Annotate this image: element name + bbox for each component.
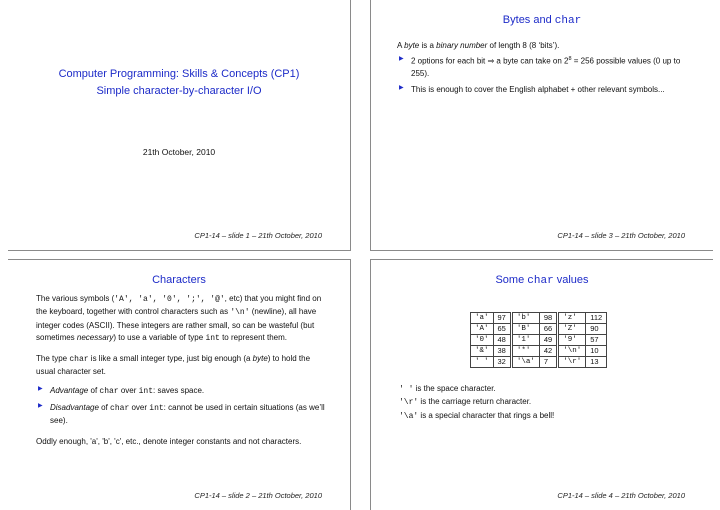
bullet-text: 2 options for each bit ⇒ a byte can take on 2: [411, 57, 569, 67]
slide-2: [8, 259, 351, 510]
para-text: is like a small integer type, just big enough (a: [88, 353, 253, 363]
para-text: ) to use a variable of type: [113, 333, 206, 343]
para-text: The type: [36, 353, 70, 363]
table-row: [471, 346, 607, 357]
para-emphasis: necessary: [76, 333, 114, 343]
slide-3-title: [371, 14, 713, 27]
note-item: [399, 410, 554, 423]
slide-2-paragraph-1: [36, 293, 328, 346]
bullet-code: char: [99, 387, 119, 397]
slide-3-bullets: [397, 55, 691, 96]
char-code-cell: 13: [586, 357, 607, 368]
bullet-text: over: [129, 402, 150, 412]
para-emphasis: byte: [252, 353, 268, 363]
slide-3-footer: CP1-14 – slide 3 – 21th October, 2010: [557, 231, 685, 240]
char-literal-cell: ' ': [471, 357, 494, 368]
char-code-cell: 7: [539, 357, 557, 368]
char-literal-cell: '\r': [558, 357, 586, 368]
slide-3-body: [397, 40, 691, 99]
char-code-cell: 65: [493, 324, 511, 335]
slide-4-title: [371, 274, 713, 287]
char-code-cell: 48: [493, 335, 511, 346]
slide-1: [8, 0, 351, 251]
char-code-cell: 49: [539, 335, 557, 346]
para-code: 'A', 'a', '0', ';', '@': [114, 295, 225, 304]
slide-3-title-text: Bytes and: [502, 14, 555, 26]
slide-3-title-code: char: [554, 15, 582, 27]
slide-3-intro: [397, 40, 691, 52]
bullet-text: = 256 possible values (0 up to 255).: [411, 57, 681, 79]
char-literal-cell: '\n': [558, 346, 586, 357]
char-code-cell: 98: [539, 313, 557, 324]
bullet-text: : saves space.: [153, 386, 205, 396]
note-item: [399, 396, 554, 409]
bullet-code: int: [138, 387, 154, 397]
intro-binary: binary number: [436, 41, 488, 50]
para-text: , etc) that you might find on the keyboard, together with control characters such as: [36, 294, 322, 317]
slide-2-bullets: [36, 385, 328, 427]
char-code-cell: 57: [586, 335, 607, 346]
para-text: ) to hold the usual character set.: [36, 353, 311, 376]
slide-4-footer: CP1-14 – slide 4 – 21th October, 2010: [557, 491, 685, 500]
note-code: ' ': [399, 385, 414, 394]
char-values-table: [470, 312, 607, 368]
bullet-code: char: [110, 403, 130, 413]
bullet-text: over: [118, 386, 139, 396]
char-literal-cell: 'a': [471, 313, 494, 324]
intro-text: A: [397, 41, 405, 50]
slide-2-paragraph-2: [36, 353, 328, 379]
bullet-item: [397, 55, 691, 80]
title-code: char: [527, 275, 554, 287]
table-row: [471, 335, 607, 346]
char-code-cell: 112: [586, 313, 607, 324]
slide-2-title: Characters: [152, 274, 206, 286]
char-literal-cell: '0': [471, 335, 494, 346]
para-text: The various symbols (: [36, 294, 115, 303]
char-code-cell: 90: [586, 324, 607, 335]
table-row: [471, 324, 607, 335]
slide-1-title: [8, 66, 350, 100]
bullet-item: ▶ This is enough to cover the English alphabet + other relevant symbols...: [397, 84, 691, 96]
char-code-cell: 42: [539, 346, 557, 357]
table-row: [471, 313, 607, 324]
slide-1-title-line1: Computer Programming: Skills & Concepts (CP1): [58, 68, 300, 80]
bullet-code: int: [149, 403, 164, 413]
char-literal-cell: '\a': [511, 357, 539, 368]
char-code-cell: 10: [586, 346, 607, 357]
table-row: [471, 357, 607, 368]
intro-text: is a: [419, 41, 437, 50]
char-literal-cell: 'Z': [558, 324, 586, 335]
char-code-cell: 66: [539, 324, 557, 335]
slide-2-paragraph-3: Oddly enough, 'a', 'b', 'c', etc., denote integer constants and not characters.: [36, 436, 302, 446]
char-literal-cell: '*': [511, 346, 539, 357]
char-literal-cell: 'z': [558, 313, 586, 324]
bullet-label: Advantage: [50, 386, 89, 396]
bullet-item: [36, 385, 328, 398]
para-code: '\n': [230, 308, 250, 318]
char-code-cell: 32: [493, 357, 511, 368]
title-text: Some: [495, 274, 528, 286]
char-literal-cell: 'B': [511, 324, 539, 335]
slide-4-notes: [399, 383, 554, 423]
intro-text: of length 8 (8 ‘bits’).: [487, 41, 560, 50]
char-literal-cell: '1': [511, 335, 539, 346]
para-text: to represent them.: [219, 333, 287, 343]
bullet-text: : cannot be used in certain situations (as we’ll see).: [50, 402, 325, 426]
slide-2-footer: CP1-14 – slide 2 – 21th October, 2010: [194, 491, 322, 500]
note-text: is the carriage return character.: [418, 397, 532, 407]
bullet-item: [36, 402, 328, 428]
para-code: int: [205, 334, 220, 344]
bullet-text: of: [88, 386, 100, 396]
char-literal-cell: '9': [558, 335, 586, 346]
bullet-exponent: 8: [568, 56, 572, 63]
intro-byte: byte: [404, 41, 420, 50]
slide-2-body: [36, 293, 328, 455]
bullet-label: Disadvantage: [50, 402, 99, 412]
title-text: values: [553, 274, 589, 286]
note-code: '\a': [399, 411, 419, 421]
char-literal-cell: 'A': [471, 324, 494, 335]
slide-1-date: 21th October, 2010: [142, 147, 216, 157]
char-literal-cell: 'b': [511, 313, 539, 324]
para-code: char: [69, 354, 89, 364]
note-text: is the space character.: [413, 384, 496, 393]
note-text: is a special character that rings a bell!: [418, 410, 555, 420]
slide-4: [370, 259, 713, 510]
char-code-cell: 97: [493, 313, 511, 324]
char-literal-cell: '&': [471, 346, 494, 357]
para-text: (newline), all have integer codes (ASCII). These integers are rather small, so can be wasteful (but sometimes: [36, 307, 317, 343]
slide-1-footer: CP1-14 – slide 1 – 21th October, 2010: [194, 231, 322, 240]
slide-3: [370, 0, 713, 251]
char-code-cell: 38: [493, 346, 511, 357]
note-item: [399, 383, 554, 396]
slide-1-title-line2: Simple character-by-character I/O: [96, 85, 262, 98]
note-code: '\r': [399, 398, 419, 408]
bullet-text: of: [98, 402, 111, 412]
